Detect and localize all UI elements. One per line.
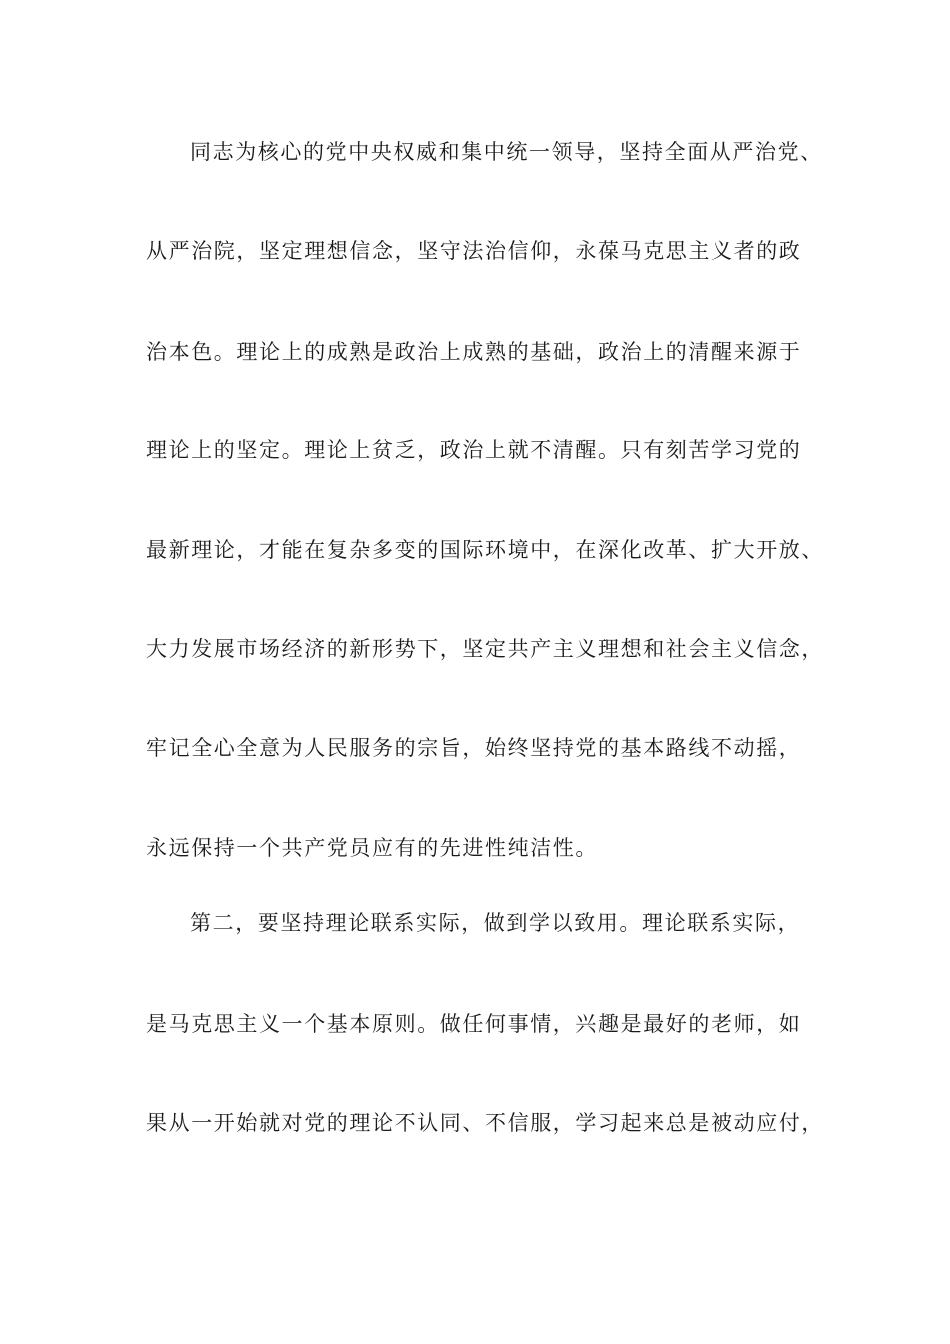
paragraph-line: 第二，要坚持理论联系实际，做到学以致用。理论联系实际， xyxy=(190,911,801,935)
paragraph-line: 牢记全心全意为人民服务的宗旨，始终坚持党的基本路线不动摇， xyxy=(146,736,802,760)
paragraph-line: 永远保持一个共产党员应有的先进性纯洁性。 xyxy=(146,836,598,860)
paragraph-line: 治本色。理论上的成熟是政治上成熟的基础，政治上的清醒来源于 xyxy=(146,340,802,364)
paragraph-line: 大力发展市场经济的新形势下，坚定共产主义理想和社会主义信念， xyxy=(146,637,824,661)
paragraph-line: 是马克思主义一个基本原则。做任何事情，兴趣是最好的老师，如 xyxy=(146,1012,802,1036)
paragraph-line: 理论上的坚定。理论上贫乏，政治上就不清醒。只有刻苦学习党的 xyxy=(146,438,802,462)
paragraph-line: 从严治院，坚定理想信念，坚守法治信仰，永葆马克思主义者的政 xyxy=(146,239,802,263)
paragraph-line: 果从一开始就对党的理论不认同、不信服，学习起来总是被动应付， xyxy=(146,1111,824,1135)
paragraph-line: 最新理论，才能在复杂多变的国际环境中，在深化改革、扩大开放、 xyxy=(146,538,824,562)
paragraph-line: 同志为核心的党中央权威和集中统一领导，坚持全面从严治党、 xyxy=(190,140,823,164)
